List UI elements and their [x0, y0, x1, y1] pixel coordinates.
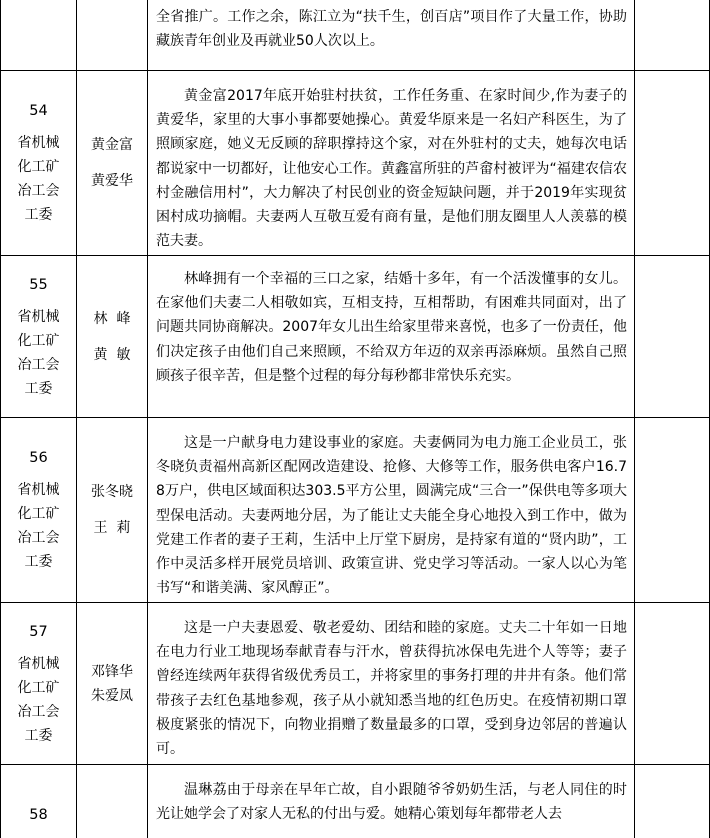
row-description-cell: [148, 418, 635, 603]
row-number: 55: [29, 276, 48, 293]
row-remark-cell: [635, 418, 710, 603]
table-row: [1, 603, 710, 765]
table-row: [1, 71, 710, 256]
row-description: 这是一户献身电力建设事业的家庭。夫妻俩同为电力施工企业员工，张冬晓负责福州高新区配网改造建设、抢修、大修等工作，服务供电客户16.78万户，供电区域面积达303.5平方公里，圆满完成“三合一”保供电等多项大型保电活动。夫妻两地分居，为了能让丈夫能全身心地投入到工作中，做为党建工作者的妻子王莉，生活中上厅堂下厨房，是持家有道的“贤内助”，工作中灵活多样开展党员培训、政策宣讲、党史学习等活动。一家人以心为笔书写“和谐美满、家风醇正”。: [156, 435, 627, 597]
table-row: [1, 418, 710, 603]
row-description: 全省推广。工作之余，陈江立为“扶千生，创百店”项目作了大量工作，协助藏族青年创业及再就业50人次以上。: [156, 9, 627, 50]
row-number-cell: [1, 765, 77, 838]
row-description: 这是一户夫妻恩爱、敬老爱幼、团结和睦的家庭。丈夫二十年如一日地在电力行业工地现场奉献青春与汗水，曾获得抗冰保电先进个人等等；妻子曾经连续两年获得省级优秀员工，并将家里的事务打理的井井有条。他们常带孩子去红色基地参观，孩子从小就知悉当地的红色历史。在疫情初期口罩极度紧张的情况下，向物业捐赠了数量最多的口罩，受到身边邻居的普遍认可。: [156, 620, 627, 758]
husband-name: 邓锋华: [91, 663, 133, 680]
row-number-cell: [1, 256, 77, 418]
row-description-cell: [148, 71, 635, 256]
husband-name: 黄金富: [91, 137, 133, 153]
row-remark-cell: [635, 765, 710, 838]
row-number: 58: [29, 807, 48, 823]
row-description: 温琳荔由于母亲在早年亡故，自小跟随爷爷奶奶生活，与老人同住的时光让她学会了对家人无私的付出与爱。她精心策划每年都带老人去: [156, 782, 627, 823]
row-remark-cell: [635, 0, 710, 71]
row-names-cell: [77, 418, 148, 603]
husband-name: 林 峰: [93, 310, 131, 327]
row-description-cell: [148, 765, 635, 838]
row-names-cell: [77, 71, 148, 256]
wife-name: 朱爱凤: [91, 687, 133, 704]
table-row: [1, 765, 710, 838]
row-description-cell: [148, 0, 635, 71]
row-remark-cell: [635, 603, 710, 765]
row-number-cell: [1, 418, 77, 603]
row-description: 林峰拥有一个幸福的三口之家，结婚十多年，有一个活泼懂事的女儿。在家他们夫妻二人相敬如宾，互相支持，互相帮助，有困难共同面对，出了问题共同协商解决。2007年女儿出生给家里带来喜悦，也多了一份责任，他们决定孩子由他们自己来照顾，不给双方年迈的双亲再添麻烦。虽然自己照顾孩子很辛苦，但是整个过程的每分每秒都非常快乐充实。: [156, 271, 627, 384]
row-description-cell: [148, 256, 635, 418]
row-unit: 省机械化工矿冶工会工委: [17, 135, 60, 223]
row-number-cell: [1, 71, 77, 256]
row-number: 57: [29, 623, 48, 640]
row-number: 54: [29, 103, 48, 119]
row-names-cell: [77, 256, 148, 418]
husband-name: 张冬晓: [91, 484, 133, 500]
row-names-cell: [77, 603, 148, 765]
row-description-cell: [148, 603, 635, 765]
row-names-cell: [77, 0, 148, 71]
table-row: [1, 0, 710, 71]
row-number: 56: [29, 450, 48, 466]
row-number-cell: [1, 603, 77, 765]
wife-name: 黄 敏: [93, 346, 131, 363]
row-unit: 省机械化工矿冶工会工委: [17, 308, 60, 397]
row-description: 黄金富2017年底开始驻村扶贫，工作任务重、在家时间少,作为妻子的黄爱华，家里的大事小事都要她操心。黄爱华原来是一名妇产科医生，为了照顾家庭，她义无反顾的辞职撑持这个家，对在外驻村的丈夫，她每次电话都说家中一切都好，让他安心工作。黄鑫富所驻的芦畲村被评为“福建农信农村金融信用村”，大力解决了村民创业的资金短缺问题，并于2019年实现贫困村成功摘帽。夫妻两人互敬互爱有商有量，是他们朋友圈里人人羡慕的模范夫妻。: [156, 88, 627, 250]
table-row: [1, 256, 710, 418]
row-remark-cell: [635, 256, 710, 418]
row-names-cell: [77, 765, 148, 838]
row-unit: 省机械化工矿冶工会工委: [17, 482, 60, 570]
row-number-cell: [1, 0, 77, 71]
wife-name: 黄爱华: [91, 173, 133, 189]
row-remark-cell: [635, 71, 710, 256]
wife-name: 王 莉: [93, 520, 131, 536]
row-unit: 省机械化工矿冶工会工委: [17, 655, 60, 744]
